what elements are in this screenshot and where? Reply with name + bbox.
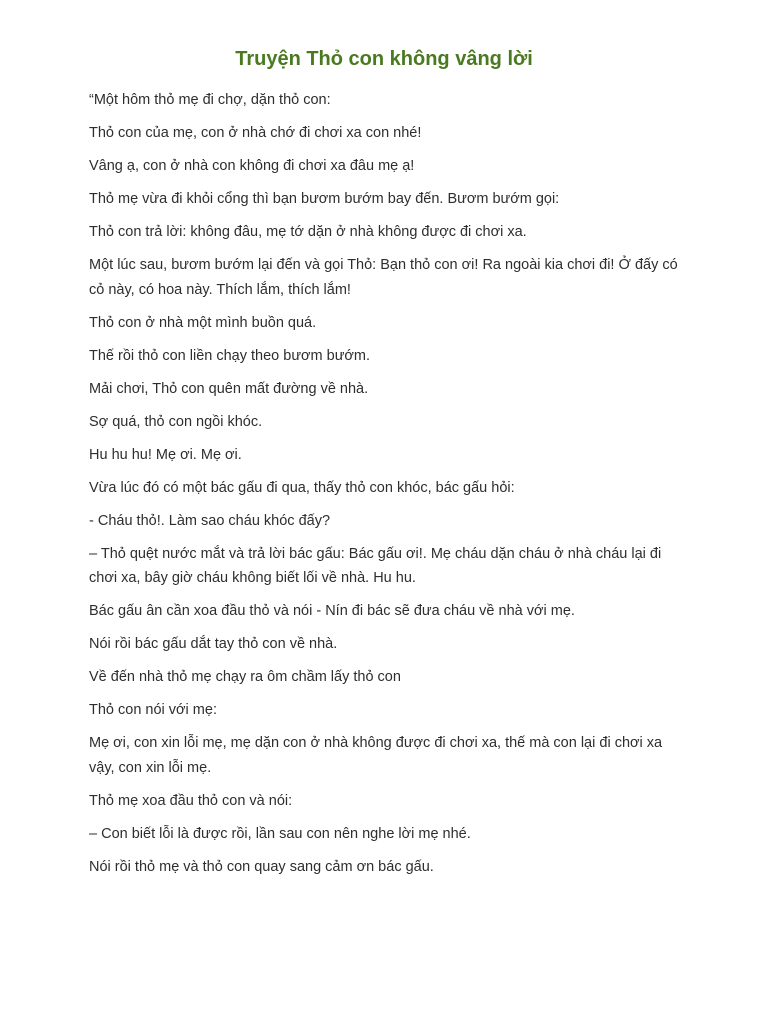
story-paragraph: – Con biết lỗi là được rồi, lần sau con nên nghe lời mẹ nhé.: [89, 825, 471, 842]
story-paragraph: Thỏ mẹ xoa đầu thỏ con và nói:: [89, 792, 293, 809]
story-paragraph: Thỏ con của mẹ, con ở nhà chớ đi chơi xa con nhé!: [89, 125, 422, 141]
story-paragraph: Bác gấu ân cần xoa đầu thỏ và nói - Nín đi bác sẽ đưa cháu về nhà với mẹ.: [89, 603, 575, 619]
story-paragraph: Hu hu hu! Mẹ ơi. Mẹ ơi.: [89, 446, 242, 463]
story-paragraph: “Một hôm thỏ mẹ đi chợ, dặn thỏ con:: [89, 92, 331, 108]
story-paragraph: Mẹ ơi, con xin lỗi mẹ, mẹ dặn con ở nhà không được đi chơi xa, thế mà con lại đi chơi xa vậy, con xin lỗi mẹ.: [89, 735, 663, 776]
story-paragraph: Vâng ạ, con ở nhà con không đi chơi xa đâu mẹ ạ!: [89, 158, 415, 174]
story-paragraph: Thế rồi thỏ con liền chạy theo bươm bướm.: [89, 347, 371, 364]
story-paragraph: Về đến nhà thỏ mẹ chạy ra ôm chầm lấy thỏ con: [89, 669, 401, 685]
story-paragraph: Thỏ con trả lời: không đâu, mẹ tớ dặn ở nhà không được đi chơi xa.: [89, 224, 527, 240]
story-paragraph: - Cháu thỏ!. Làm sao cháu khóc đấy?: [89, 512, 331, 529]
story-paragraph: Mải chơi, Thỏ con quên mất đường về nhà.: [89, 380, 369, 397]
story-paragraph: Vừa lúc đó có một bác gấu đi qua, thấy thỏ con khóc, bác gấu hỏi:: [89, 479, 515, 496]
story-paragraph: Thỏ con ở nhà một mình buồn quá.: [89, 314, 317, 331]
story-paragraph: Thỏ con nói với mẹ:: [89, 702, 217, 718]
story-paragraph: Sợ quá, thỏ con ngồi khóc.: [89, 413, 263, 430]
story-body: [89, 88, 679, 888]
story-paragraph: Một lúc sau, bươm bướm lại đến và gọi Thỏ: Bạn thỏ con ơi! Ra ngoài kia chơi đi! Ở đấy có cỏ này, có hoa này. Thích lắm, thích lắm!: [89, 257, 678, 298]
story-paragraph: Nói rồi thỏ mẹ và thỏ con quay sang cảm ơn bác gấu.: [89, 858, 434, 875]
story-paragraph: Nói rồi bác gấu dắt tay thỏ con về nhà.: [89, 636, 338, 652]
story-title: Truyện Thỏ con không vâng lời: [235, 48, 533, 70]
story-paragraph: – Thỏ quệt nước mắt và trả lời bác gấu: Bác gấu ơi!. Mẹ cháu dặn cháu ở nhà cháu lại đi chơi xa, bây giờ cháu không biết lối về nhà. Hu hu.: [89, 545, 662, 586]
story-paragraph: Thỏ mẹ vừa đi khỏi cổng thì bạn bươm bướm bay đến. Bươm bướm gọi:: [89, 191, 560, 207]
